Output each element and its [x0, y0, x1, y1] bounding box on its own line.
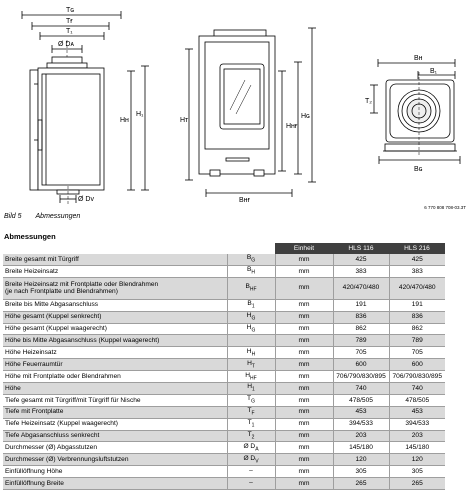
- row-value-hls116: 862: [333, 323, 389, 335]
- header-unit: Einheit: [275, 243, 333, 254]
- row-symbol: [227, 335, 275, 347]
- symbol-main: T: [247, 430, 252, 438]
- row-value-hls116: 789: [333, 335, 389, 347]
- row-value-hls116: 265: [333, 478, 389, 490]
- row-label: Einfüllöffnung Höhe: [5, 467, 63, 475]
- symbol-sub: 2: [251, 434, 255, 441]
- row-value-hls116: 191: [333, 299, 389, 311]
- symbol-main: H: [245, 371, 251, 379]
- header-empty: [3, 243, 227, 254]
- row-value-hls116: 120: [333, 454, 389, 466]
- table-row: [3, 394, 445, 406]
- row-label-cell: [3, 311, 227, 323]
- table-row: [3, 371, 445, 383]
- row-label-cell: [3, 323, 227, 335]
- row-unit: mm: [275, 299, 333, 311]
- row-symbol: [227, 323, 275, 335]
- row-label: Tiefe Heizeinsatz (Kuppel waagerecht): [5, 420, 119, 428]
- symbol-sub: G: [251, 257, 256, 264]
- row-label-cell: [3, 466, 227, 478]
- front-view-drawing: [180, 28, 316, 204]
- row-label: Höhe Feuerraumtür: [5, 360, 63, 368]
- symbol-main: Ø D: [243, 454, 256, 462]
- row-value-hls216: 420/470/480: [389, 277, 445, 299]
- row-value-hls116: 453: [333, 406, 389, 418]
- row-label-cell: [3, 335, 227, 347]
- label-hhf: Hнғ: [286, 123, 298, 130]
- symbol-main: –: [249, 478, 253, 486]
- row-value-hls116: 706/790/830/895: [333, 371, 389, 383]
- row-label: Höhe: [5, 384, 21, 392]
- label-t1: T₁: [66, 28, 73, 35]
- row-unit: mm: [275, 265, 333, 277]
- row-symbol: [227, 311, 275, 323]
- label-bhf: Bнғ: [239, 197, 251, 204]
- caption-number: Bild 5: [4, 213, 22, 220]
- row-symbol: [227, 394, 275, 406]
- row-value-hls116: 383: [333, 265, 389, 277]
- table-row: [3, 430, 445, 442]
- symbol-main: T: [247, 419, 252, 427]
- row-label: Tiefe gesamt mit Türgriff/mit Türgriff für Nische: [5, 396, 141, 404]
- symbol-sub: F: [251, 410, 255, 417]
- row-symbol: [227, 430, 275, 442]
- symbol-main: –: [249, 466, 253, 474]
- row-unit: mm: [275, 347, 333, 359]
- table-row: [3, 383, 445, 395]
- row-symbol: [227, 265, 275, 277]
- label-hh: Hн: [120, 117, 129, 124]
- table-row: [3, 406, 445, 418]
- row-label: Einfüllöffnung Breite: [5, 479, 64, 487]
- dimensions-table: [3, 243, 445, 490]
- row-symbol: [227, 383, 275, 395]
- table-row: [3, 254, 445, 265]
- symbol-sub: 1: [251, 422, 255, 429]
- table-row: [3, 299, 445, 311]
- row-unit: mm: [275, 478, 333, 490]
- label-bh: Bн: [414, 55, 423, 62]
- table-header-row: [3, 243, 445, 254]
- row-value-hls216: 383: [389, 265, 445, 277]
- symbol-sub: HF: [249, 286, 257, 293]
- row-symbol: [227, 371, 275, 383]
- row-label: Höhe mit Frontplatte oder Blendrahmen: [5, 372, 121, 380]
- row-label: Durchmesser (Ø) Abgasstutzen: [5, 444, 97, 452]
- symbol-main: T: [247, 395, 252, 403]
- figure-caption: [4, 213, 94, 220]
- row-value-hls116: 836: [333, 311, 389, 323]
- row-unit: mm: [275, 277, 333, 299]
- header-hls216: HLS 216: [389, 243, 445, 254]
- row-unit: mm: [275, 311, 333, 323]
- row-label-cell: [3, 454, 227, 466]
- table-row: [3, 359, 445, 371]
- row-label-cell: [3, 299, 227, 311]
- row-label-cell: [3, 254, 227, 265]
- row-unit: mm: [275, 323, 333, 335]
- row-value-hls116: 305: [333, 466, 389, 478]
- technical-drawing: [0, 0, 474, 215]
- symbol-sub: G: [251, 398, 255, 405]
- row-value-hls116: 420/470/480: [333, 277, 389, 299]
- symbol-sub: HF: [250, 374, 257, 381]
- row-symbol: [227, 299, 275, 311]
- row-label: Durchmesser (Ø) Verbrennungsluftstutzen: [5, 456, 129, 464]
- row-unit: mm: [275, 430, 333, 442]
- symbol-sub: H: [251, 351, 256, 358]
- row-value-hls216: 191: [389, 299, 445, 311]
- table-row: [3, 265, 445, 277]
- row-value-hls116: 203: [333, 430, 389, 442]
- row-unit: mm: [275, 418, 333, 430]
- symbol-main: H: [246, 323, 252, 331]
- row-label: Breite Heizeinsatz mit Frontplatte oder Blendrahmen: [5, 280, 159, 288]
- symbol-sub: V: [255, 458, 259, 465]
- symbol-sub: A: [255, 446, 259, 453]
- symbol-sub: H: [251, 269, 256, 276]
- header-empty: [227, 243, 275, 254]
- row-label: Breite gesamt mit Türgriff: [5, 255, 79, 263]
- row-value-hls216: 453: [389, 406, 445, 418]
- symbol-main: H: [246, 347, 252, 355]
- row-value-hls216: 740: [389, 383, 445, 395]
- label-tg: Tɢ: [66, 7, 75, 14]
- row-value-hls216: 836: [389, 311, 445, 323]
- symbol-main: B: [246, 254, 252, 262]
- label-t2: T₂: [365, 98, 372, 105]
- symbol-main: H: [247, 383, 252, 391]
- side-view-drawing: [22, 7, 149, 204]
- row-value-hls216: 862: [389, 323, 445, 335]
- label-tf: Tғ: [66, 18, 73, 25]
- symbol-main: B: [245, 283, 250, 291]
- symbol-main: Ø D: [243, 442, 256, 450]
- symbol-sub: T: [251, 362, 255, 369]
- row-value-hls216: 145/180: [389, 442, 445, 454]
- label-b1: B₁: [430, 68, 438, 75]
- row-value-hls116: 145/180: [333, 442, 389, 454]
- row-symbol: [227, 406, 275, 418]
- row-label-cell: [3, 406, 227, 418]
- row-value-hls216: 705: [389, 347, 445, 359]
- row-unit: mm: [275, 466, 333, 478]
- row-label: Breite bis Mitte Abgasanschluss: [5, 301, 99, 309]
- top-view-drawing: [365, 55, 460, 173]
- figure-code: 6 770 808 708-03.3T: [424, 205, 466, 210]
- row-value-hls216: 265: [389, 478, 445, 490]
- row-symbol: [227, 418, 275, 430]
- symbol-main: B: [247, 300, 252, 308]
- symbol-main: T: [247, 407, 252, 415]
- row-value-hls216: 706/790/830/895: [389, 371, 445, 383]
- row-value-hls216: 305: [389, 466, 445, 478]
- row-label: Tiefe Abgasanschluss senkrecht: [5, 432, 100, 440]
- row-label-cell: [3, 430, 227, 442]
- row-unit: mm: [275, 394, 333, 406]
- header-hls116: HLS 116: [333, 243, 389, 254]
- table-row: [3, 478, 445, 490]
- symbol-main: H: [246, 312, 252, 320]
- label-ht: Hт: [180, 117, 189, 124]
- row-symbol: [227, 359, 275, 371]
- row-unit: mm: [275, 454, 333, 466]
- row-label-cell: [3, 347, 227, 359]
- table-row: [3, 277, 445, 299]
- row-symbol: [227, 277, 275, 299]
- row-value-hls116: 705: [333, 347, 389, 359]
- row-label-note: (je nach Frontplatte und Blendrahmen): [5, 288, 118, 296]
- row-label-cell: [3, 442, 227, 454]
- row-label: Breite Heizeinsatz: [5, 267, 59, 275]
- row-value-hls216: 120: [389, 454, 445, 466]
- row-value-hls116: 425: [333, 254, 389, 265]
- row-symbol: [227, 466, 275, 478]
- row-label: Höhe gesamt (Kuppel senkrecht): [5, 313, 102, 321]
- row-label-cell: [3, 277, 227, 299]
- label-dv: Ø Dᴠ: [78, 196, 94, 203]
- row-unit: mm: [275, 406, 333, 418]
- row-value-hls116: 600: [333, 359, 389, 371]
- table-row: [3, 442, 445, 454]
- row-value-hls216: 425: [389, 254, 445, 265]
- row-label-cell: [3, 394, 227, 406]
- symbol-main: H: [247, 359, 252, 367]
- row-value-hls116: 740: [333, 383, 389, 395]
- table-row: [3, 466, 445, 478]
- label-da: Ø Dᴀ: [58, 41, 74, 48]
- row-unit: mm: [275, 371, 333, 383]
- row-label-cell: [3, 359, 227, 371]
- row-symbol: [227, 478, 275, 490]
- table-row: [3, 323, 445, 335]
- row-symbol: [227, 347, 275, 359]
- table-row: [3, 347, 445, 359]
- table-row: [3, 454, 445, 466]
- table-row: [3, 311, 445, 323]
- row-label: Tiefe mit Frontplatte: [5, 408, 64, 416]
- symbol-sub: G: [251, 327, 256, 334]
- symbol-sub: G: [251, 315, 256, 322]
- row-unit: mm: [275, 254, 333, 265]
- row-unit: mm: [275, 335, 333, 347]
- row-label: Höhe gesamt (Kuppel waagerecht): [5, 325, 107, 333]
- label-hg: Hɢ: [301, 113, 310, 120]
- caption-text: Abmessungen: [35, 213, 81, 220]
- row-symbol: [227, 454, 275, 466]
- row-unit: mm: [275, 442, 333, 454]
- section-title: Abmessungen: [4, 232, 56, 241]
- row-label-cell: [3, 371, 227, 383]
- row-value-hls116: 478/505: [333, 394, 389, 406]
- row-value-hls216: 789: [389, 335, 445, 347]
- row-label: Höhe Heizeinsatz: [5, 349, 57, 356]
- row-label: Höhe bis Mitte Abgasanschluss (Kuppel waagerecht): [5, 337, 160, 345]
- table-row: [3, 418, 445, 430]
- row-symbol: [227, 254, 275, 265]
- row-label-cell: [3, 383, 227, 395]
- row-unit: mm: [275, 383, 333, 395]
- row-label-cell: [3, 418, 227, 430]
- symbol-main: B: [246, 266, 252, 274]
- row-value-hls116: 394/533: [333, 418, 389, 430]
- row-value-hls216: 394/533: [389, 418, 445, 430]
- table-row: [3, 335, 445, 347]
- symbol-sub: 1: [251, 303, 255, 310]
- label-bg: Bɢ: [414, 166, 423, 173]
- row-value-hls216: 478/505: [389, 394, 445, 406]
- row-label-cell: [3, 478, 227, 490]
- row-symbol: [227, 442, 275, 454]
- row-label-cell: [3, 265, 227, 277]
- row-value-hls216: 203: [389, 430, 445, 442]
- row-unit: mm: [275, 359, 333, 371]
- symbol-sub: 1: [251, 386, 255, 393]
- label-h1: H₁: [136, 111, 144, 118]
- row-value-hls216: 600: [389, 359, 445, 371]
